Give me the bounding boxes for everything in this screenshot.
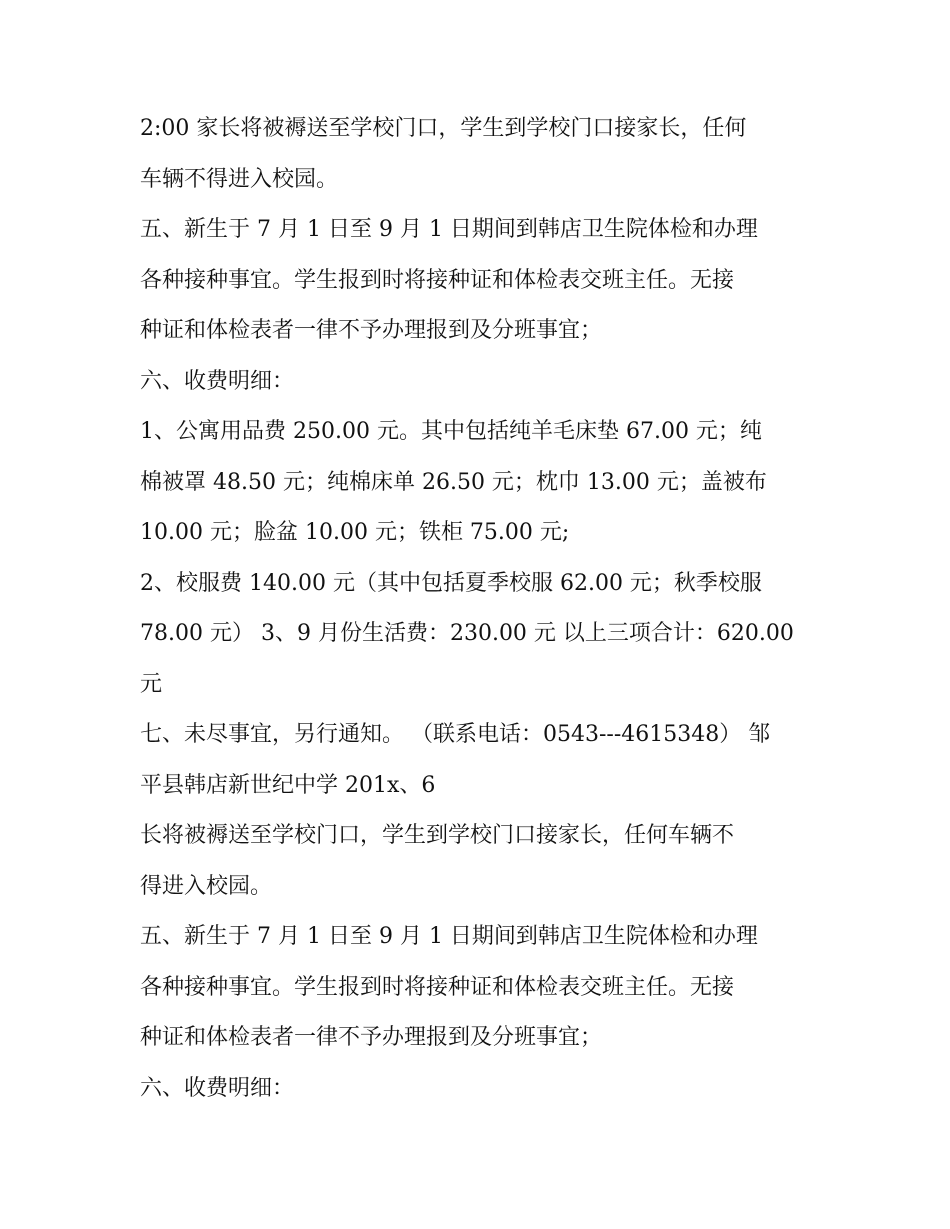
text-line-12: 元 [140,671,163,697]
text-line-17: 五、新生于 7 月 1 日至 9 月 1 日期间到韩店卫生院体检和办理 [140,924,758,949]
text-line-1: 2:00 家长将被褥送至学校门口，学生到学校门口接家长，任何 [140,116,747,141]
text-line-9: 10.00 元；脸盆 10.00 元；铁柜 75.00 元; [140,520,570,545]
text-line-11: 78.00 元） 3、9 月份生活费：230.00 元 以上三项合计：620.00 [140,621,794,646]
text-line-20: 六、收费明细： [140,1075,295,1101]
text-line-4: 各种接种事宜。学生报到时将接种证和体检表交班主任。无接 [140,267,735,293]
document-body [140,104,830,1114]
text-line-8: 棉被罩 48.50 元；纯棉床单 26.50 元；枕巾 13.00 元；盖被布 [140,469,767,495]
text-line-2: 车辆不得进入校园。 [140,166,339,192]
text-line-19: 种证和体检表者一律不予办理报到及分班事宜； [140,1025,603,1050]
text-line-18: 各种接种事宜。学生报到时将接种证和体检表交班主任。无接 [140,974,735,1000]
text-line-7: 1、公寓用品费 250.00 元。其中包括纯羊毛床垫 67.00 元；纯 [140,419,762,444]
text-line-16: 得进入校园。 [140,873,273,899]
text-line-14: 平县韩店新世纪中学 201x、6 [140,772,436,798]
text-line-6: 六、收费明细： [140,368,295,394]
text-line-15: 长将被褥送至学校门口，学生到学校门口接家长，任何车辆不 [140,823,735,848]
text-line-3: 五、新生于 7 月 1 日至 9 月 1 日期间到韩店卫生院体检和办理 [140,217,758,242]
text-line-5: 种证和体检表者一律不予办理报到及分班事宜； [140,318,603,343]
text-line-13: 七、未尽事宜，另行通知。 （联系电话：0543---4615348） 邹 [140,722,771,747]
text-line-10: 2、校服费 140.00 元（其中包括夏季校服 62.00 元；秋季校服 [140,570,762,596]
